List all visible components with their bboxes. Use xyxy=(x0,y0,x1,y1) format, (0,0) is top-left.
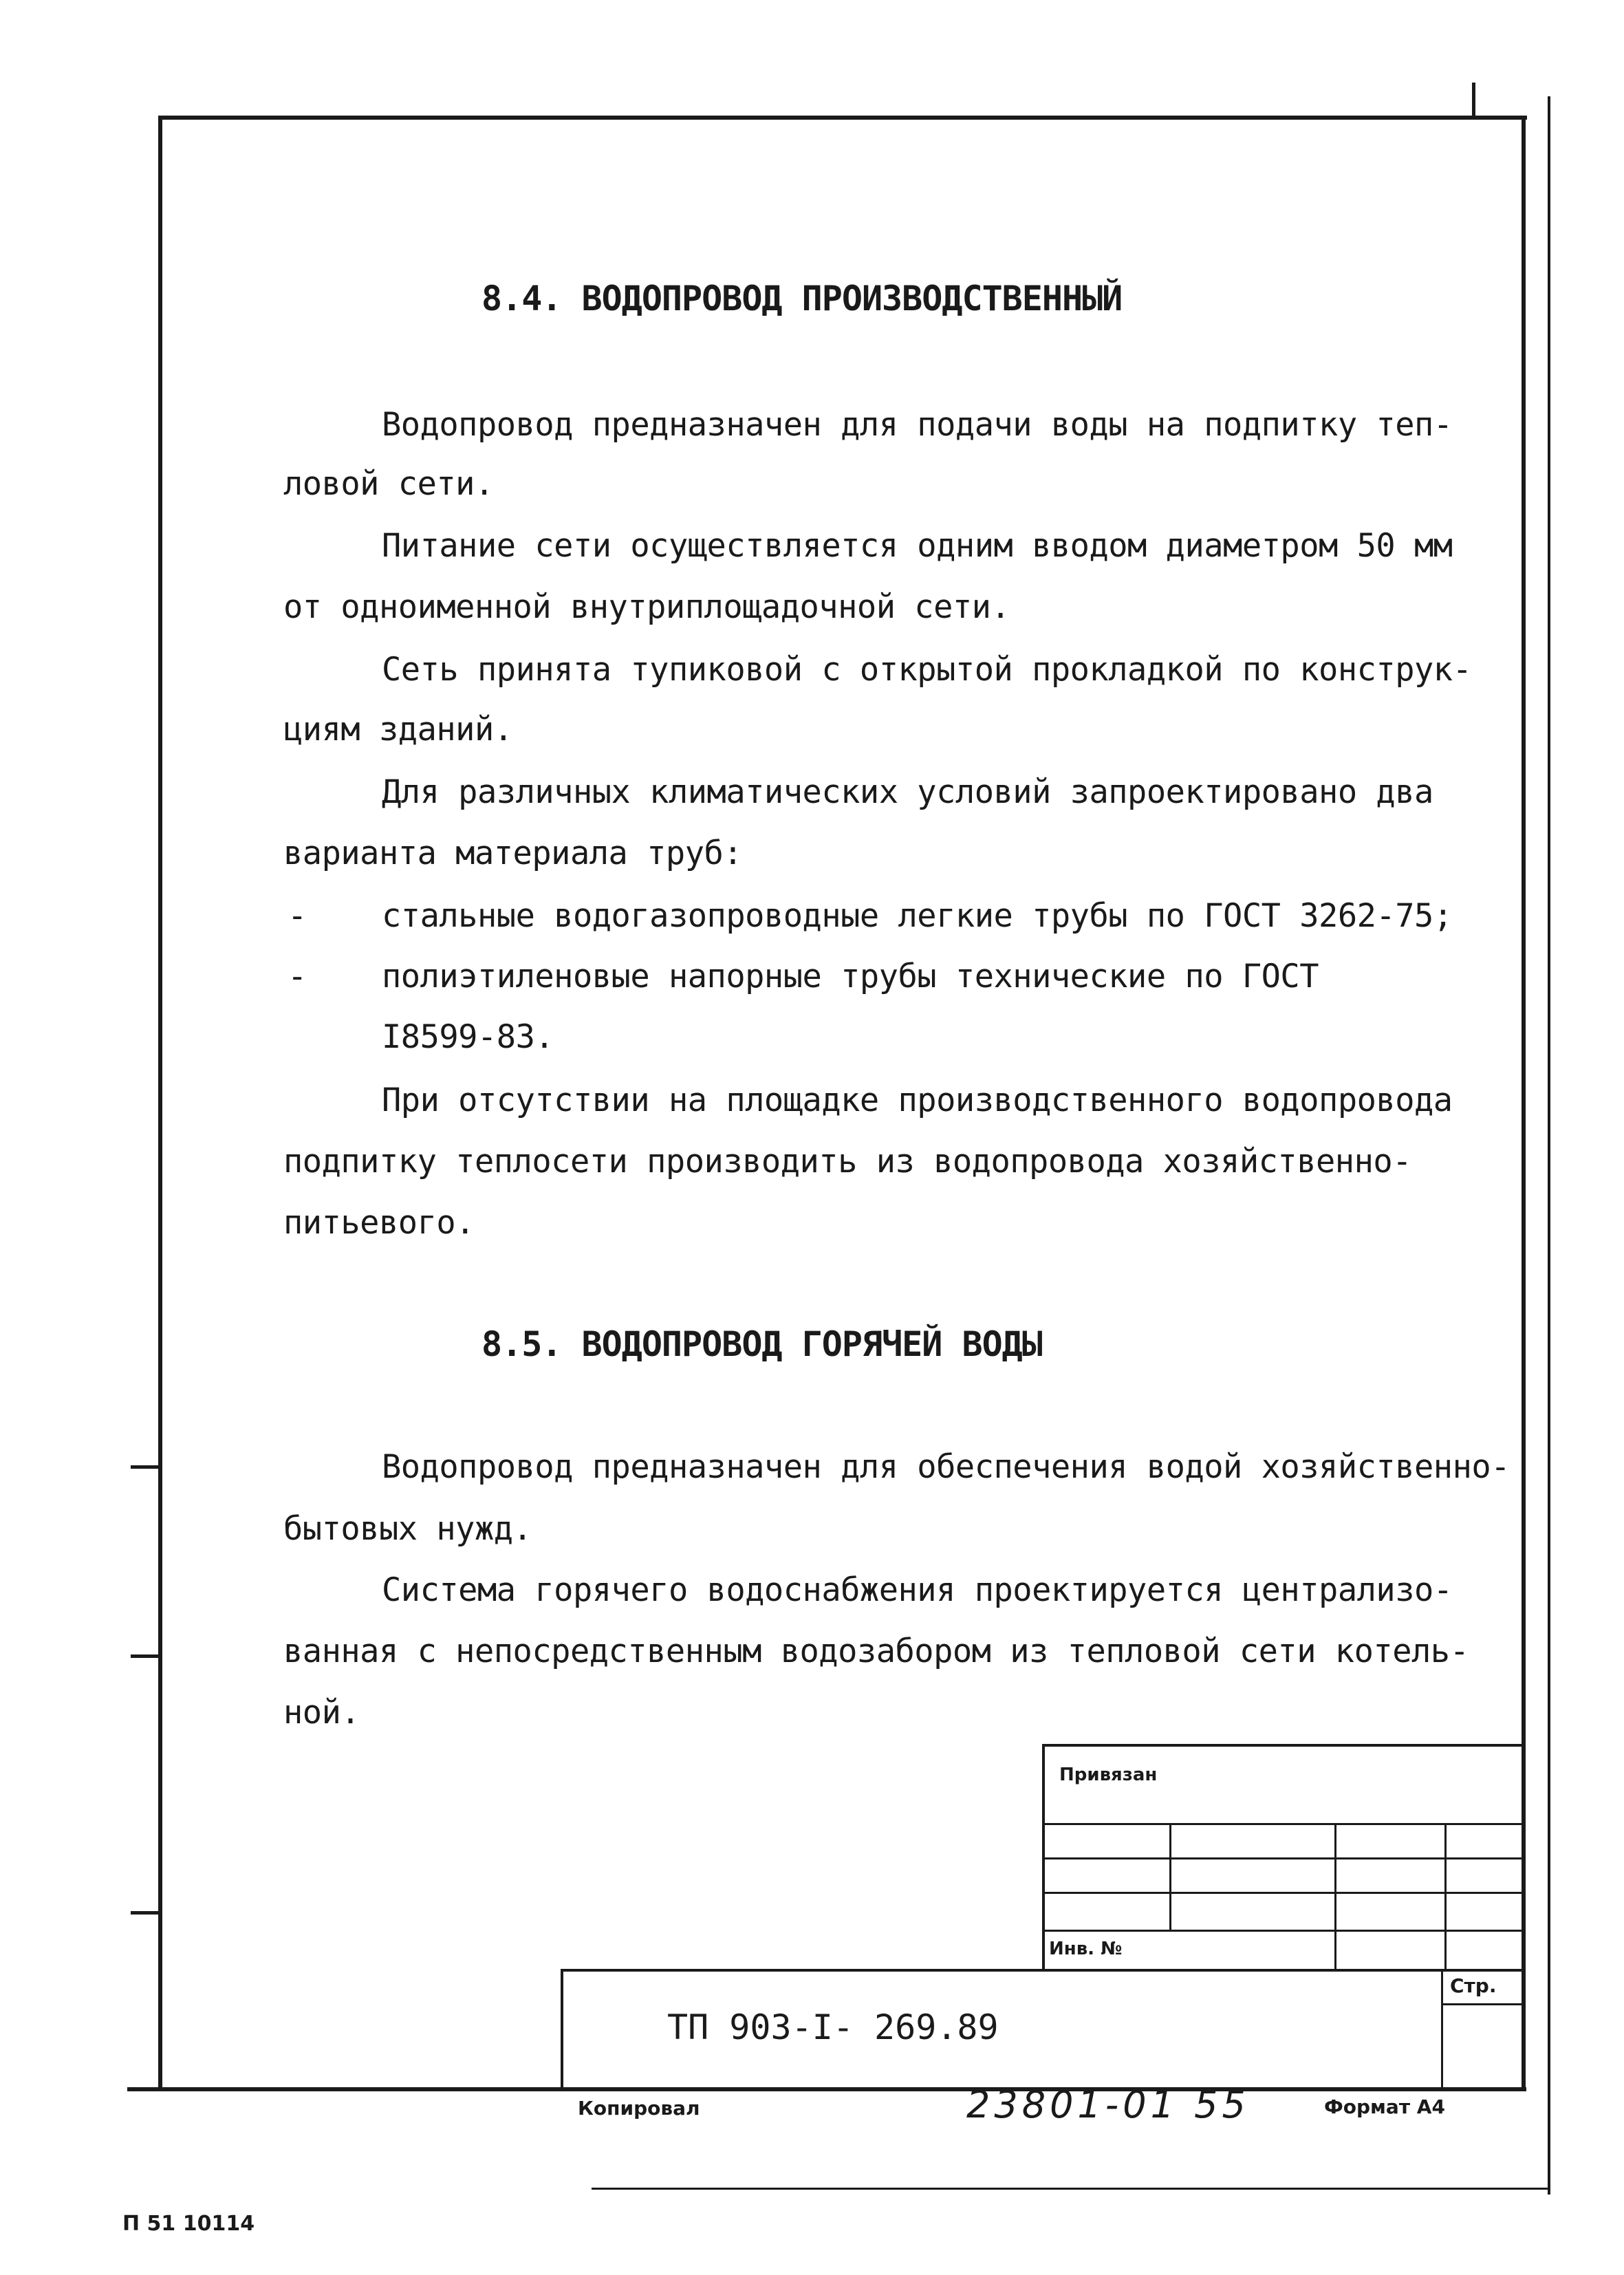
paragraph-line: При отсутствии на площадке производственного водопровода xyxy=(382,1081,1453,1119)
copied-label: Копировал xyxy=(578,2097,700,2120)
paragraph-line: от одноименной внутриплощадочной сети. xyxy=(283,588,1010,626)
format-label: Формат А4 xyxy=(1324,2095,1445,2118)
paragraph-line: бытовых нужд. xyxy=(283,1510,532,1548)
handwritten-number: 23801-01 55 xyxy=(966,2083,1250,2126)
paragraph-line: Сеть принята тупиковой с открытой прокладкой по конструк- xyxy=(382,651,1472,689)
bullet-marker: - xyxy=(288,958,307,995)
bullet-text-continuation: I8599-83. xyxy=(382,1018,554,1056)
paragraph-line: подпитку теплосети производить из водопровода хозяйственно- xyxy=(283,1143,1411,1180)
paragraph-line: Водопровод предназначен для подачи воды на подпитку теп- xyxy=(382,406,1453,444)
bullet-text: стальные водогазопроводные легкие трубы по ГОСТ 3262-75; xyxy=(382,897,1453,935)
paragraph-line: ванная с непосредственным водозабором из тепловой сети котель- xyxy=(283,1632,1469,1670)
attached-label: Привязан xyxy=(1059,1765,1158,1785)
paragraph-line: Для различных климатических условий запроектировано два xyxy=(382,773,1433,811)
section-8-4-heading: 8.4. ВОДОПРОВОД ПРОИЗВОДСТВЕННЫЙ xyxy=(481,279,1123,319)
paragraph-line: ловой сети. xyxy=(283,465,494,503)
print-code: П 51 10114 xyxy=(122,2212,255,2236)
document-code: ТП 903-I- 269.89 xyxy=(667,2007,999,2047)
paragraph-line: циям зданий. xyxy=(283,711,513,748)
paragraph-line: Система горячего водоснабжения проектируется централизо- xyxy=(382,1571,1453,1609)
paragraph-line: Питание сети осуществляется одним вводом диаметром 50 мм xyxy=(382,527,1453,565)
inventory-number-label: Инв. № xyxy=(1049,1939,1123,1959)
paragraph-line: Водопровод предназначен для обеспечения водой хозяйственно- xyxy=(382,1448,1510,1486)
paragraph-line: питьевого. xyxy=(283,1204,475,1242)
paragraph-line: ной. xyxy=(283,1694,360,1732)
bullet-marker: - xyxy=(288,897,307,935)
section-8-5-heading: 8.5. ВОДОПРОВОД ГОРЯЧЕЙ ВОДЫ xyxy=(481,1324,1042,1364)
bullet-text: полиэтиленовые напорные трубы технические по ГОСТ xyxy=(382,958,1319,995)
page-label: Стр. xyxy=(1450,1974,1497,1997)
paragraph-line: варианта материала труб: xyxy=(283,834,743,872)
